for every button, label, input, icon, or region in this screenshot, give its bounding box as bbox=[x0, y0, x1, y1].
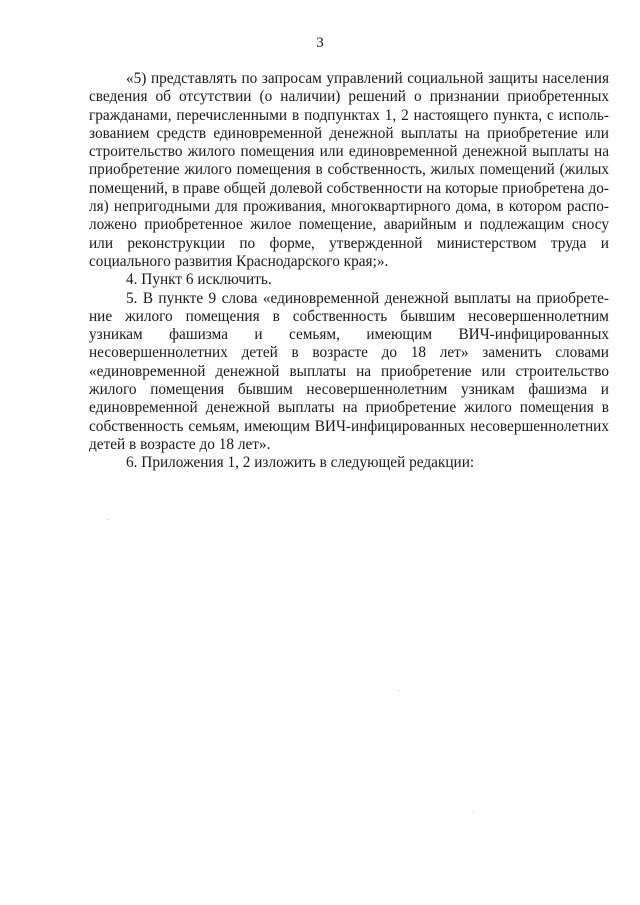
document-body bbox=[89, 70, 609, 473]
scan-speck bbox=[473, 812, 474, 813]
paragraph-point-4: 4. Пункт 6 исключить. bbox=[126, 271, 272, 289]
paragraph-item-5: «5) представлять по запросам управлений социальной защиты населения сведения об отсутствии (о наличии) решений о признании приобретенных гражданами, перечисленными в подпунктах 1, 2 настоящего пункта, с использованием средств единовременной денежной выплаты на приобретение или строительство жилого помещения или единовременной денежной выплаты на приобретение жилого помещения в собственность, жилых помещений (жилых помещений, в праве общей долевой собственности на которые приобретена доля) непригодными для проживания, многоквартирного дома, в котором расположено приобретенное жилое помещение, аварийным и подлежащим сносу или реконструкции по форме, утвержденной министерством труда и социального развития Краснодарского края;». bbox=[89, 70, 609, 270]
page-number: 3 bbox=[316, 35, 324, 51]
paragraph-point-6: 6. Приложения 1, 2 изложить в следующей редакции: bbox=[126, 454, 475, 472]
paragraph-point-5: 5. В пункте 9 слова «единовременной денежной выплаты на приобретение жилого помещения в собственность бывшим несовершеннолетним узникам фашизма и семьям, имеющим ВИЧ-инфицированных несовершеннолетних детей в возрасте до 18 лет» заменить словами «единовременной денежной выплаты на приобретение или строительство жилого помещения бывшим несовершеннолетним узникам фашизма и единовременной денежной выплаты на приобретение жилого помещения в собственность семьям, имеющим ВИЧ-инфицированных несовершеннолетних детей в возрасте до 18 лет». bbox=[89, 289, 609, 453]
scan-speck bbox=[398, 690, 399, 691]
scan-speck bbox=[107, 519, 108, 520]
